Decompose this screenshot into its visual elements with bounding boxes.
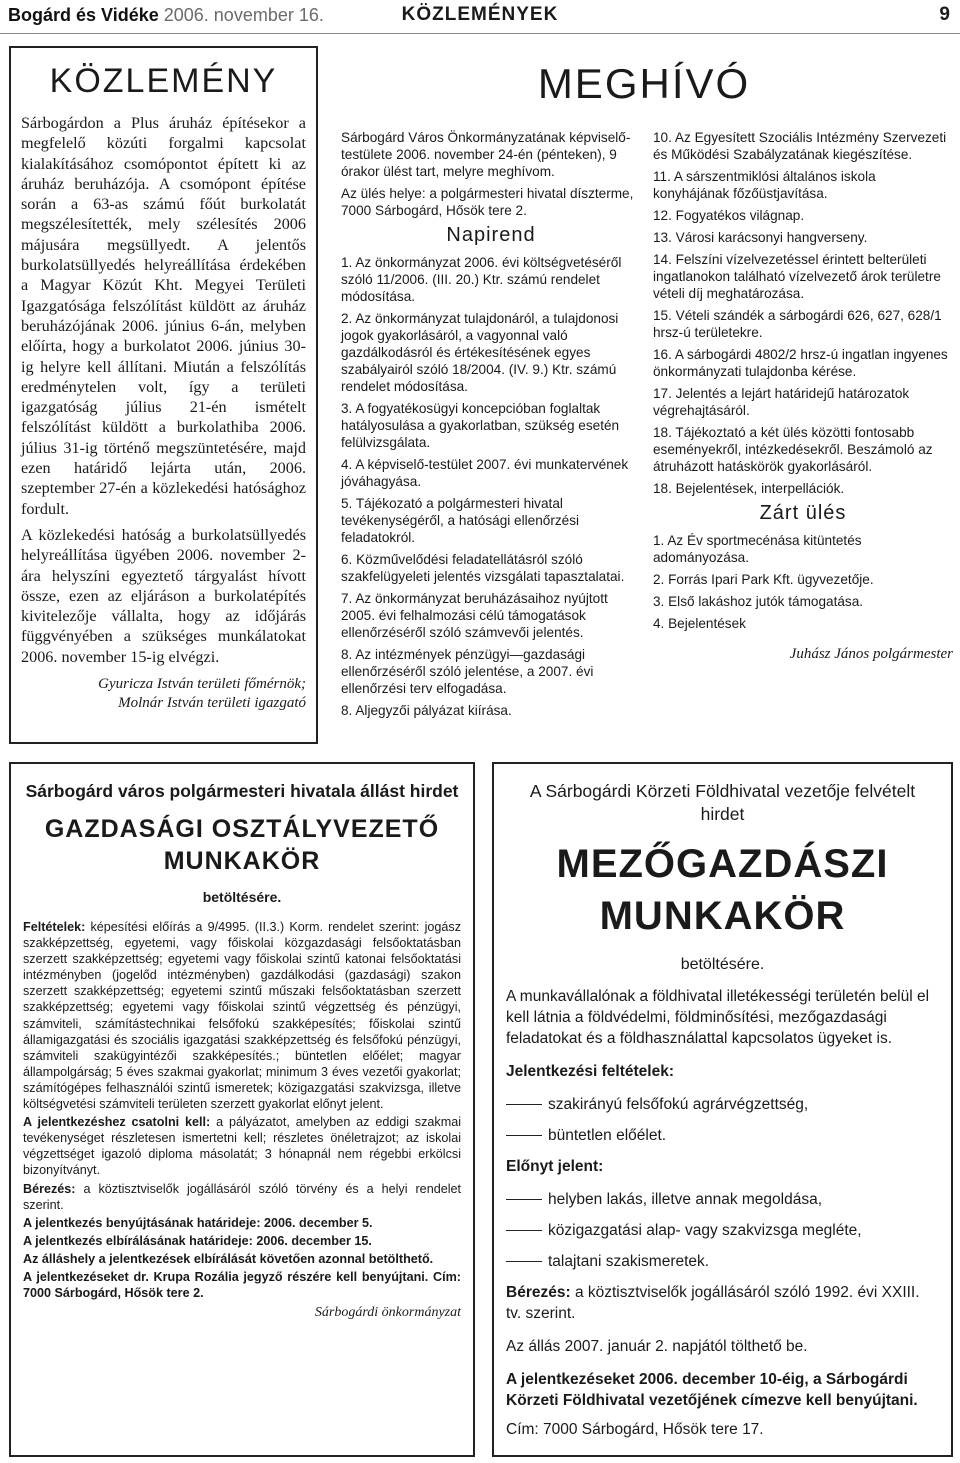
csatolni-text: a pályázatot, amelyben az eddigi szakmai tevékenységet részletesen ismertetni kell; részletes önéletrajzot; az iskolai végzettséget igazoló diploma másolatát; 3 hónapnál nem régebbi erkölcsi bizonyítványt.	[23, 1115, 461, 1178]
mezo-elony-title	[506, 1156, 939, 1177]
kozlemeny-signature	[21, 675, 306, 713]
page-header	[0, 0, 960, 34]
requirement-item-text: büntetlen előélet.	[548, 1127, 667, 1144]
advantage-item	[506, 1189, 939, 1210]
agenda-item: 8. Az intézmények pénzügyi—gazdasági ellenőrzéséről szóló jelentése, a 2007. évi ellenőrzési terv elfogadása.	[341, 647, 594, 696]
issue-date: 2006. november 16.	[163, 5, 324, 25]
zart-ules-heading: Zárt ülés	[759, 502, 847, 524]
closed-session-item: 4. Bejelentések	[653, 616, 746, 631]
agenda-item: 13. Városi karácsonyi hangverseny.	[653, 230, 868, 245]
dash-bullet	[506, 1230, 542, 1231]
mezo-allas: Az állás 2007. január 2. napjától tölthető be.	[506, 1338, 808, 1355]
gazdasagi-signature: Sárbogárdi önkormányzat	[314, 1305, 461, 1321]
agenda-item: 3. A fogyatékosügyi koncepcióban foglaltak hatályosulása a gyakorlatban, szükség esetén felülvizsgálata.	[341, 401, 620, 450]
advantage-item-text: helyben lakás, illetve annak megoldása,	[548, 1191, 823, 1208]
signature-line-1: Gyuricza István területi főmérnök;	[98, 676, 306, 693]
agenda-item: 4. A képviselő-testület 2007. évi munkatervének jóváhagyása.	[341, 457, 629, 489]
agenda-item: 2. Az önkormányzat tulajdonáról, a tulajdonosi jogok gyakorlásáról, a vagyonnal való gazdálkodásról és értékesítésének egyes szabályairól szóló 18/2004. (IV. 9.) Ktr. számú rendelet módosítása.	[341, 311, 619, 394]
gazdasagi-betoltesere: betöltésére.	[202, 889, 282, 905]
advantage-item	[506, 1251, 939, 1272]
agenda-item: 15. Vételi szándék a sárbogárdi 626, 627, 628/1 hrsz-ú területekre.	[653, 308, 942, 340]
meghivo-signature: Juhász János polgármester	[789, 646, 953, 662]
meghivo-title: MEGHÍVÓ	[537, 60, 751, 107]
mezo-cim: Cím: 7000 Sárbogárd, Hősök tere 17.	[506, 1421, 764, 1438]
meghivo-column-left	[341, 129, 641, 724]
requirement-item	[506, 1125, 939, 1146]
agenda-item: 10. Az Egyesített Szociális Intézmény Szervezeti és Működési Szabályzatának kiegészítése.	[653, 130, 947, 162]
mezo-position-line-1: MEZŐGAZDÁSZI	[556, 842, 889, 886]
mezo-position-title	[506, 838, 939, 942]
closed-session-item: 2. Forrás Ipari Park Kft. ügyvezetője.	[653, 572, 874, 587]
dash-bullet	[506, 1135, 542, 1136]
gazdasagi-position-title	[23, 813, 461, 877]
meghivo-place: Az ülés helye: a polgármesteri hivatal díszterme, 7000 Sárbogárd, Hősök tere 2.	[341, 186, 634, 218]
mezo-position-line-2: MUNKAKÖR	[599, 894, 846, 938]
agenda-item: 18. Bejelentések, interpellációk.	[653, 481, 845, 496]
agenda-item: 17. Jelentés a lejárt határidejű határozatok végrehajtásáról.	[653, 386, 910, 418]
mezogazdaszi-ad-box	[492, 762, 953, 1457]
meghivo-section	[335, 46, 953, 746]
agenda-item: 5. Tájékozató a polgármesteri hivatal tevékenységéről, a hatósági ellenőrzési feladatokról.	[341, 496, 580, 545]
position-line-1: GAZDASÁGI OSZTÁLYVEZETŐ	[44, 815, 440, 843]
gazdasagi-ad-box	[9, 762, 475, 1457]
signature-line-2: Molnár István területi igazgató	[118, 695, 306, 712]
mezo-jelentkezes	[506, 1369, 939, 1411]
csatolni-label: A jelentkezéshez csatolni kell:	[23, 1115, 211, 1130]
feltetelek-label: Feltételek:	[23, 920, 86, 934]
mezo-heading: A Sárbogárdi Körzeti Földhivatal vezetője felvételt hirdet	[529, 781, 916, 824]
hatarido-elbiralas-text: A jelentkezés elbírálásának határideje: 2006. december 15.	[23, 1233, 372, 1248]
benyujtas-cim	[23, 1269, 461, 1301]
agenda-item: 11. A sárszentmiklósi általános iskola konyhájának főzőüstjavítása.	[653, 169, 876, 201]
berezes-paragraph	[23, 1181, 461, 1213]
betoltheto	[23, 1251, 461, 1267]
hatarido-benyujtas	[23, 1215, 461, 1231]
gazdasagi-body	[23, 919, 461, 1301]
agenda-item: 12. Fogyatékos világnap.	[653, 208, 805, 223]
berezes-text: a köztisztviselők jogállásáról szóló törvény és a helyi rendelet szerint.	[23, 1181, 462, 1212]
kozlemeny-paragraph-2: A közlekedési hatóság a burkolatsüllyedés helyreállítása ügyében 2006. november 2-ára helyszíni egyeztető tárgyalást hívott össze, ezen az eljáráson a burkolatépítés kivitelezője vállalta, hogy az időjárás függvényében a szükséges munkálatokat 2006. november 15-ig elvégzi.	[21, 525, 306, 666]
mezo-body	[506, 986, 939, 1440]
mezo-intro: A munkavállalónak a földhivatal illetékességi területén belül el kell látnia a földvédelmi, földminősítési, mezőgazdasági feladatokat és a földhasználattal kapcsolatos ügyeket is.	[506, 988, 930, 1047]
meghivo-intro: Sárbogárd Város Önkormányzatának képviselő-testülete 2006. november 24-én (pénteken), 9 órakor ülést tart, melyre meghívom.	[341, 130, 631, 179]
hatarido-elbiralas	[23, 1233, 461, 1249]
requirement-item-text: szakirányú felsőfokú agrárvégzettség,	[548, 1096, 809, 1113]
mezo-jelentkezes-text: A jelentkezéseket 2006. december 10-éig, a Sárbogárdi Körzeti Földhivatal vezetőjének címezve kell benyújtani.	[506, 1371, 918, 1409]
mezo-berezes-text: a köztisztviselők jogállásáról szóló 1992. évi XXIII. tv. szerint.	[506, 1284, 920, 1322]
agenda-item: 1. Az önkormányzat 2006. évi költségvetéséről szóló 11/2006. (III. 20.) Ktr. számú rendelet módosítása.	[341, 255, 622, 304]
feltetelek-paragraph	[23, 919, 461, 1112]
section-title: KÖZLEMÉNYEK	[401, 4, 559, 25]
publication-name: Bogárd és Vidéke	[8, 5, 159, 25]
berezes-label: Bérezés:	[23, 1181, 76, 1196]
requirement-item	[506, 1094, 939, 1115]
agenda-item: 7. Az önkormányzat beruházásaihoz nyújtott 2005. évi felhalmozási célú támogatások ellenőrzéséről szóló számvevői jelentés.	[341, 591, 608, 640]
closed-session-item: 3. Első lakáshoz jutók támogatása.	[653, 594, 864, 609]
kozlemeny-paragraph-1: Sárbogárdon a Plus áruház építésekor a megfelelő közúti forgalmi kapcsolat kialakításához csomópontot épített ki az áruház beruházója. A csomópont építése során a 63-as számú főút burkolatát megszélesítették, mely szélesítés 2006 májusára megsüllyedt. A jelentős burkolatsüllyedés helyreállítása érdekében a Magyar Közút Kht. Megyei Területi Igazgatósága felszólítást küldött az áruház beruházójának 2006. június 6-án, melyben előírta, hogy a burkolatot 2006. június 30-ig helyre kell állítani. Miután a felszólítás eredménytelen volt, így a területi igazgatóság július 21-én ismételt felszólítást küldött a burkolathiba 2006. július 31-ig történő megszüntetésére, majd ezen határidő lejárta után, 2006. szeptember 27-én a közlekedési hatósághoz fordult.	[21, 114, 306, 518]
feltetelek-text: képesítési előírás a 9/4995. (II.3.) Korm. rendelet szerint: jogász szakképzettség, egyetemi, vagy főiskolai közgazdasági felsőoktatásban szerzett szakképzettség; egyetemi vagy főiskolai szintű katonai felsőoktatási intézményben (jogelőd intézményben) gazdálkodási (gazdasági) szakon szerzett szakképzettség; egyetemi szintű műszaki felsőoktatásban szerzett szakképzettség; egyetemi vagy főiskolai szintű végzettség és pénzügyi, számviteli, számítástechnikai felsőfokú szakképesítés; főiskolai szintű államigazgatási és szociális igazgatási szakképzettség és felsőfokú pénzügyi, számviteli szakügyintézői szakképesítés.; büntetlen előélet; magyar állampolgárság; 5 éves szakmai gyakorlat; minimum 3 éves vezetői gyakorlat; számítógépes felhasználói szintű ismeretek; közigazgatási szakvizsga, illetve költségvetési számviteli területen szerzett gyakorlat előnyt jelent.	[23, 920, 462, 1112]
csatolni-paragraph	[23, 1114, 461, 1178]
agenda-item: 14. Felszíni vízelvezetéssel érintett belterületi ingatlanokon található vízelvezető árok területre vételi díj meghatározása.	[653, 252, 941, 301]
closed-session-item: 1. Az Év sportmecénása kitüntetés adományozása.	[653, 533, 862, 565]
advantage-item-text: közigazgatási alap- vagy szakvizsga megléte,	[548, 1222, 862, 1239]
betoltheto-text: Az álláshely a jelentkezések elbírálását követően azonnal betölthető.	[23, 1251, 434, 1266]
agenda-item: 18. Tájékoztató a két ülés közötti fontosabb eseményekről, intézkedésekről. Beszámoló az átruházott hatáskörök gyakorlásáról.	[653, 425, 933, 474]
advantage-item-text: talajtani szakismeretek.	[548, 1253, 710, 1270]
agenda-item: 8. Aljegyzői pályázat kiírása.	[341, 703, 512, 718]
mezo-berezes-label: Bérezés:	[506, 1284, 571, 1301]
mezo-feltetelek-label: Jelentkezési feltételek:	[506, 1063, 675, 1080]
dash-bullet	[506, 1104, 542, 1105]
napirend-heading: Napirend	[446, 224, 536, 246]
mezo-feltetelek-title	[506, 1061, 939, 1082]
dash-bullet	[506, 1261, 542, 1262]
gazdasagi-heading: Sárbogárd város polgármesteri hivatala állást hirdet	[25, 781, 459, 801]
benyujtas-cim-text: A jelentkezéseket dr. Krupa Rozália jegyző részére kell benyújtani. Cím: 7000 Sárbogárd, Hősök tere 2.	[23, 1269, 461, 1301]
dash-bullet	[506, 1199, 542, 1200]
kozlemeny-box	[9, 46, 318, 744]
mezo-elony-label: Előnyt jelent:	[506, 1158, 604, 1175]
kozlemeny-title: KÖZLEMÉNY	[49, 62, 278, 100]
mezo-berezes	[506, 1282, 939, 1324]
mezo-betoltesere: betöltésére.	[680, 956, 765, 973]
kozlemeny-body	[21, 113, 306, 667]
position-line-2: MUNKAKÖR	[163, 847, 321, 875]
agenda-item: 16. A sárbogárdi 4802/2 hrsz-ú ingatlan ingyenes önkormányzati tulajdonba kérése.	[653, 347, 948, 379]
hatarido-benyujtas-text: A jelentkezés benyújtásának határideje: 2006. december 5.	[23, 1215, 373, 1230]
meghivo-column-right	[653, 129, 953, 663]
advantage-item	[506, 1220, 939, 1241]
page-number: 9	[939, 4, 950, 25]
agenda-item: 6. Közművelődési feladatellátásról szóló szakfelügyeleti jelentés vizsgálati tapasztalatai.	[341, 552, 625, 584]
